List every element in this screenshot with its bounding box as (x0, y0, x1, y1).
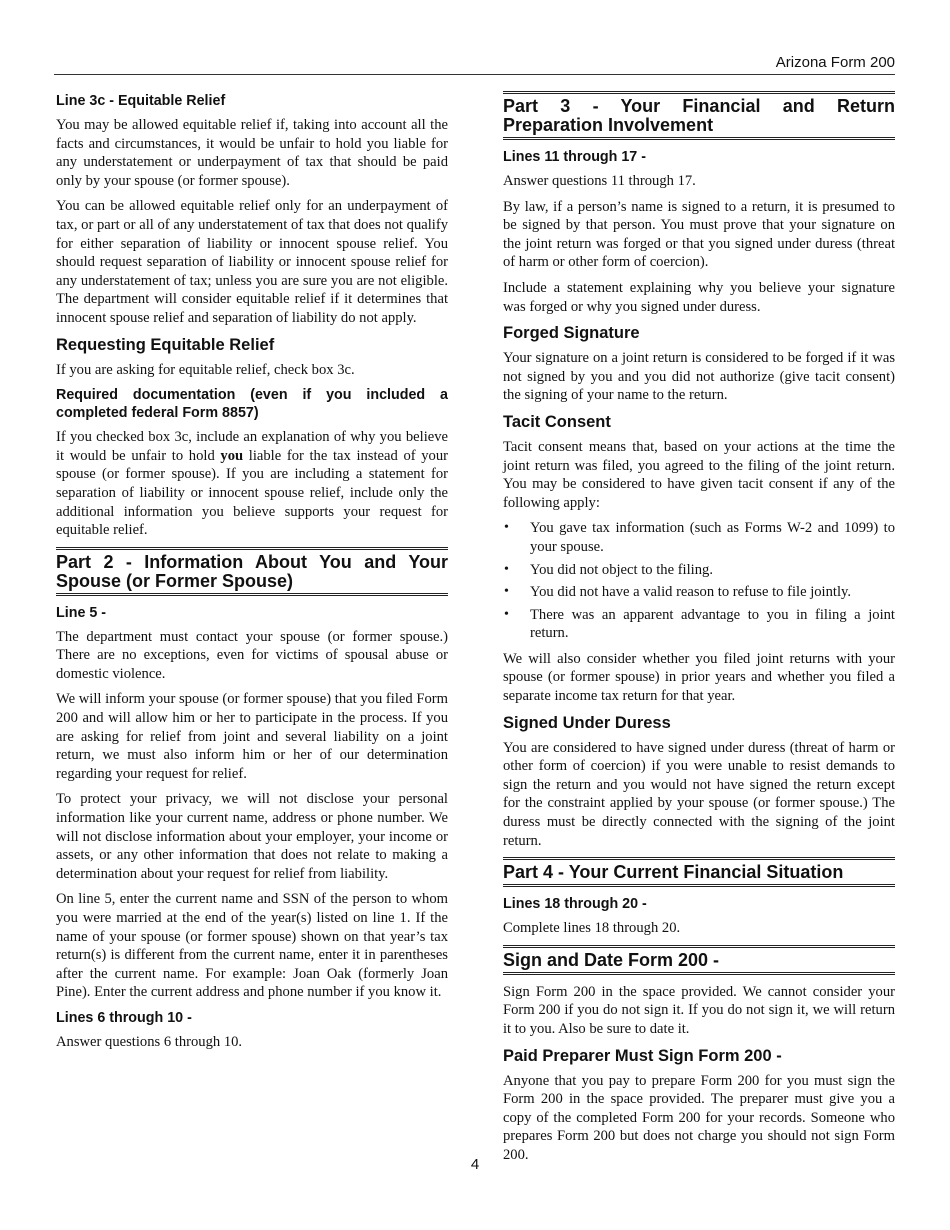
header-divider (54, 74, 895, 75)
paid-preparer-paragraph: Anyone that you pay to prepare Form 200 for you must sign the Form 200 in the space provided. The preparer must give you a copy of the completed Form 200 for your records. Someone who prepares Form 200 but does not charge you should not sign Form 200. (503, 1072, 895, 1163)
sign-and-date-paragraph: Sign Form 200 in the space provided. We cannot consider your Form 200 if you do not sign it. If you do not sign it, we will return it to you. Also be sure to date it. (503, 983, 895, 1037)
part3-heading: Part 3 - Your Financial and Return Preparation Involvement (503, 91, 895, 140)
right-column (503, 90, 895, 1172)
tacit-consent-list (503, 519, 895, 643)
line5-paragraph-3: To protect your privacy, we will not disclose your personal information like your current name, address or phone number. We will not disclose information about your employer, your income or assets, or any other information that does not relate to making a determination about your request for relief from liability. (56, 791, 448, 882)
lines18-20-paragraph: Complete lines 18 through 20. (503, 920, 681, 937)
form-title: Arizona Form 200 (775, 54, 895, 71)
required-text-part2: liable for the tax instead of your spouse (or former spouse). If you are including a statement for separation of liability or innocent spouse relief, include only the additional information you believe supports your request for equitable relief. (56, 447, 448, 539)
requesting-relief-paragraph: If you are asking for equitable relief, check box 3c. (56, 361, 355, 378)
lines18-20-heading: Lines 18 through 20 - (503, 896, 647, 913)
list-item: • You gave tax information (such as Forms W-2 and 1099) to your spouse. (503, 519, 895, 556)
lines6-10-heading: Lines 6 through 10 - (56, 1009, 192, 1026)
required-text-emphasis: you (220, 447, 244, 464)
tacit-consent-paragraph-2: We will also consider whether you filed joint returns with your spouse (or former spouse) in prior years and whether you filed a separate income tax return for that year. (503, 650, 895, 705)
line3c-paragraph-1: You may be allowed equitable relief if, taking into account all the facts and circumstances, it would be unfair to hold you liable for any understatement or underpayment of tax that should be paid only by your spouse (or former spouse). (56, 117, 448, 189)
forged-signature-heading: Forged Signature (503, 324, 640, 343)
lines11-17-paragraph-2: By law, if a person’s name is signed to a return, it is presumed to be signed by that person. You must prove that your signature on the joint return was forged or that you signed under duress (threat of harm or other form of coercion). (503, 198, 895, 271)
list-item: • You did not object to the filing. (503, 561, 895, 580)
lines11-17-paragraph-3: Include a statement explaining why you believe your signature was forged or why you signed under duress. (503, 279, 895, 315)
list-item: • There was an apparent advantage to you in filing a joint return. (503, 606, 895, 643)
requesting-relief-heading: Requesting Equitable Relief (56, 335, 275, 354)
line3c-heading: Line 3c - Equitable Relief (56, 93, 226, 109)
sign-and-date-heading: Sign and Date Form 200 - (503, 945, 895, 975)
lines11-17-heading: Lines 11 through 17 - (503, 149, 646, 165)
tacit-consent-paragraph: Tacit consent means that, based on your actions at the time the joint return was filed, you agreed to the filing of the joint return. You may be considered to have given tacit consent if any of the following apply: (503, 438, 895, 511)
lines6-10-paragraph: Answer questions 6 through 10. (56, 1033, 243, 1050)
line3c-paragraph-2: You can be allowed equitable relief only for an underpayment of tax, or part or all of any understatement of tax that does not qualify for either separation of liability or innocent spouse relief. You should request separation of liability or innocent spouse relief for any understatement of tax; unless you are sure you are not eligible. The department will consider equitable relief if it determines that innocent spouse relief and separation of liability do not apply. (56, 198, 448, 326)
paid-preparer-heading: Paid Preparer Must Sign Form 200 - (503, 1046, 782, 1065)
line5-heading: Line 5 - (56, 604, 107, 621)
page-number: 4 (470, 1156, 480, 1173)
line5-paragraph-4: On line 5, enter the current name and SSN of the person to whom you were married at the end of the year(s) listed on line 1. If the name of your spouse (or former spouse) shown on that year’s tax return(s) is different from the current name, enter it in parentheses after the current name. For example: Joan Oak (formerly Joan Pine). Enter the current address and phone number if you know it. (56, 891, 448, 1001)
required-documentation-paragraph (56, 428, 448, 540)
forged-signature-paragraph: Your signature on a joint return is considered to be forged if it was not signed by you and you did not authorize (give tacit consent) the signing of your name to the return. (503, 350, 895, 404)
tacit-consent-heading: Tacit Consent (503, 412, 611, 431)
list-item: • You did not have a valid reason to refuse to file jointly. (503, 583, 895, 602)
required-text-part1: If you checked box 3c, include an explanation of why you believe it would be unfair to hold (56, 429, 448, 464)
lines11-17-paragraph-1: Answer questions 11 through 17. (503, 173, 696, 189)
required-documentation-heading: Required documentation (even if you included a completed federal Form 8857) (56, 387, 448, 422)
line5-paragraph-1: The department must contact your spouse (or former spouse.) There are no exceptions, even for victims of spousal abuse or domestic violence. (56, 628, 448, 682)
left-column (56, 90, 448, 1059)
line5-paragraph-2: We will inform your spouse (or former spouse) that you filed Form 200 and will allow him or her to participate in the process. If you are asking for relief from joint and several liability on a joint return, we must also inform him or her of our determination regarding your request for relief. (56, 691, 448, 782)
signed-under-duress-paragraph: You are considered to have signed under duress (threat of harm or other form of coercion) if you were unable to resist demands to sign the return and you would not have signed the return except for the constraint applied by your spouse (or former spouse.) The duress must be directly connected with the signing of the joint return. (503, 739, 895, 849)
part2-heading: Part 2 - Information About You and Your Spouse (or Former Spouse) (56, 547, 448, 596)
signed-under-duress-heading: Signed Under Duress (503, 713, 671, 732)
part4-heading: Part 4 - Your Current Financial Situation (503, 857, 895, 887)
